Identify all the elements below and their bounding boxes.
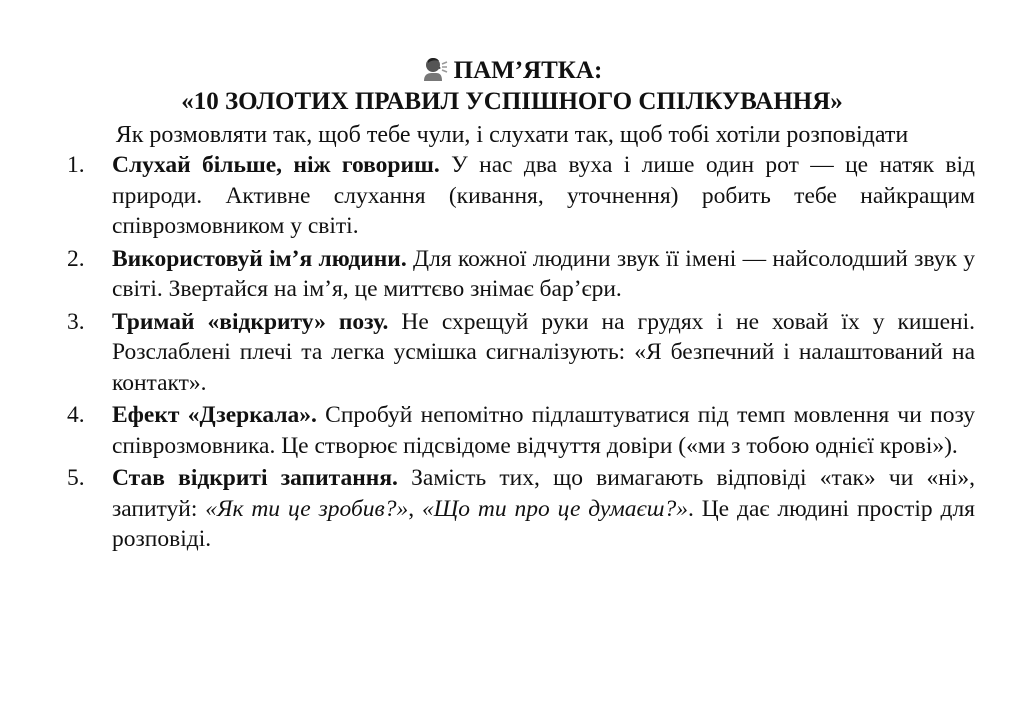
rule-text: У нас два вуха і лише один рот — це натяк від природи. Активне слухання (кивання, уточнення) робить тебе найкращим співрозмовником у світі.	[112, 152, 975, 239]
rule-number: 1.	[67, 152, 85, 178]
rule-title: Ефект «Дзеркала».	[112, 402, 317, 428]
document-title-line-2: «10 ЗОЛОТИХ ПРАВИЛ УСПІШНОГО СПІЛКУВАННЯ»	[181, 88, 843, 115]
rule-item-3	[0, 307, 975, 399]
rule-item-4	[0, 400, 975, 461]
rule-text: Для кожної людини звук її імені — найсолодший звук у світі. Звертайся на ім’я, це миттєво знімає бар’єри.	[112, 245, 975, 302]
rules-list	[0, 150, 1024, 557]
title-text: ПАМ’ЯТКА:	[453, 57, 603, 84]
rule-number: 4.	[67, 402, 85, 428]
rule-item-5	[0, 463, 975, 555]
document-title-line-1	[0, 56, 1024, 86]
rule-item-2	[0, 244, 975, 305]
rule-text: Замість тих, що вимагають відповіді «так» чи «ні», запитуй:	[112, 465, 975, 522]
rule-text-end: . Це дає людині простір для розповіді.	[112, 495, 975, 552]
rule-number: 5.	[67, 465, 85, 491]
rule-title: Слухай більше, ніж говориш.	[112, 152, 440, 178]
rule-example-question-1: «Як ти це зробив?»	[205, 495, 409, 522]
rule-title: Став відкриті запитання.	[112, 465, 398, 491]
document-subtitle: Як розмовляти так, щоб тебе чули, і слухати так, щоб тобі хотіли розповідати	[115, 122, 909, 148]
speaking-head-icon	[422, 56, 448, 82]
rule-text-separator: ,	[408, 495, 422, 522]
rule-title: Використовуй ім’я людини.	[112, 245, 407, 272]
rule-example-question-2: «Що ти про це думаєш?»	[422, 495, 688, 522]
rule-title: Тримай «відкриту» позу.	[112, 308, 389, 335]
rule-text: Спробуй непомітно підлаштуватися під темп мовлення чи позу співрозмовника. Це створює підсвідоме відчуття довіри («ми з тобою однієї крові»).	[112, 402, 975, 459]
rule-number: 2.	[67, 245, 85, 272]
rule-item-1	[0, 150, 975, 242]
rule-number: 3.	[67, 308, 85, 335]
rule-text: Не схрещуй руки на грудях і не ховай їх у кишені. Розслаблені плечі та легка усмішка сигналізують: «Я безпечний і налаштований на контакт».	[112, 308, 975, 396]
